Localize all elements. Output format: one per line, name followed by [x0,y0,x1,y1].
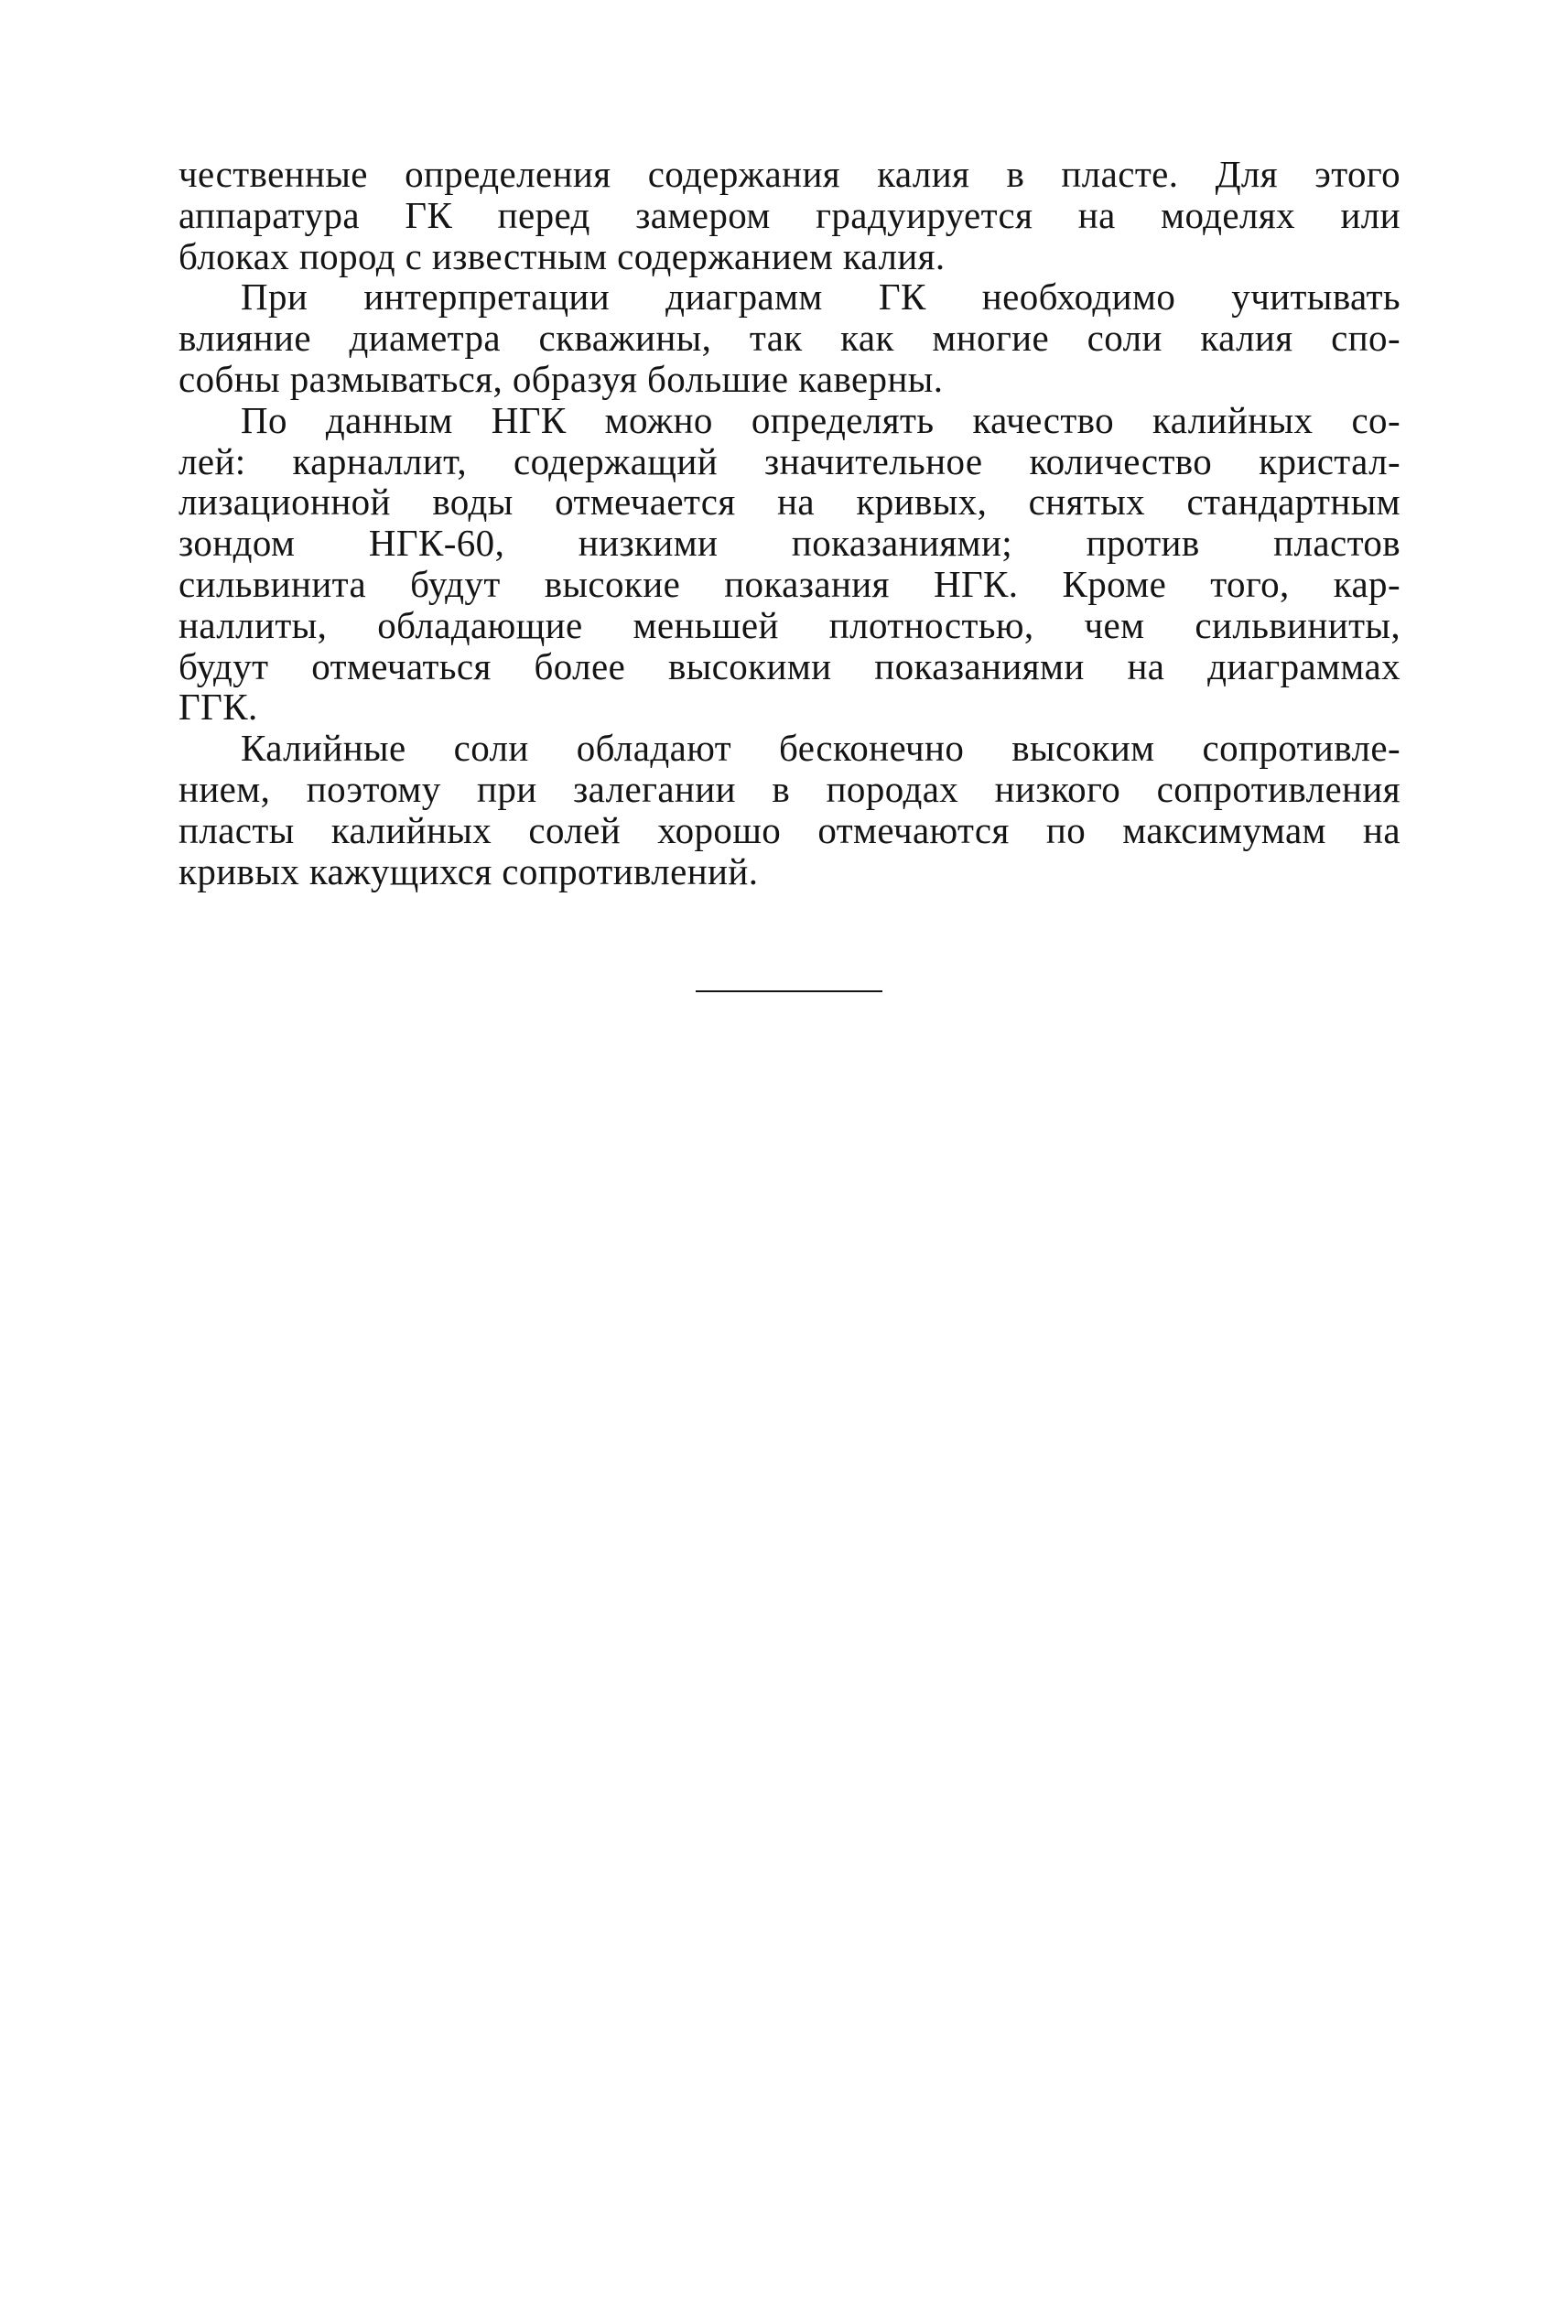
paragraph-4 [178,728,1400,892]
text-line: собны размываться, образуя большие каверны. [178,357,944,400]
paragraph-2 [178,276,1400,399]
text-line: зондом НГК-60, низкими показаниями; против пластов [178,522,1400,565]
paragraph-3 [178,400,1400,728]
text-line: лей: карналлит, содержащий значительное количество кристал- [178,439,1400,482]
text-line: будут отмечаться более высокими показаниями на диаграммах [178,644,1400,687]
text-line: нием, поэтому при залегании в породах низкого сопротивления [178,767,1400,810]
paragraph-1 [178,154,1400,276]
document-body [178,154,1400,892]
text-line: лизационной воды отмечается на кривых, снятых стандартным [178,481,1400,524]
text-line: Калийные соли обладают бесконечно высоким сопротивле- [241,727,1400,770]
text-line: При интерпретации диаграмм ГК необходимо учитывать [241,276,1400,319]
section-end-rule [696,990,882,992]
text-line: сильвинита будут высокие показания НГК. Кроме того, кар- [178,562,1400,605]
text-line: По данным НГК можно определять качество калийных со- [241,398,1400,441]
text-line: наллиты, обладающие меньшей плотностью, чем сильвиниты, [178,603,1400,646]
text-line: чественные определения содержания калия в пласте. Для этого [178,153,1400,195]
text-line: аппаратура ГК перед замером градуируется на моделях или [178,193,1400,236]
text-line: пласты калийных солей хорошо отмечаются по максимумам на [178,808,1400,851]
text-line: влияние диаметра скважины, так как многие соли калия спо- [178,317,1400,360]
text-line: ГГК. [178,686,258,729]
text-line: блоках пород с известным содержанием калия. [178,234,946,277]
text-line: кривых кажущихся сопротивлений. [178,849,759,892]
